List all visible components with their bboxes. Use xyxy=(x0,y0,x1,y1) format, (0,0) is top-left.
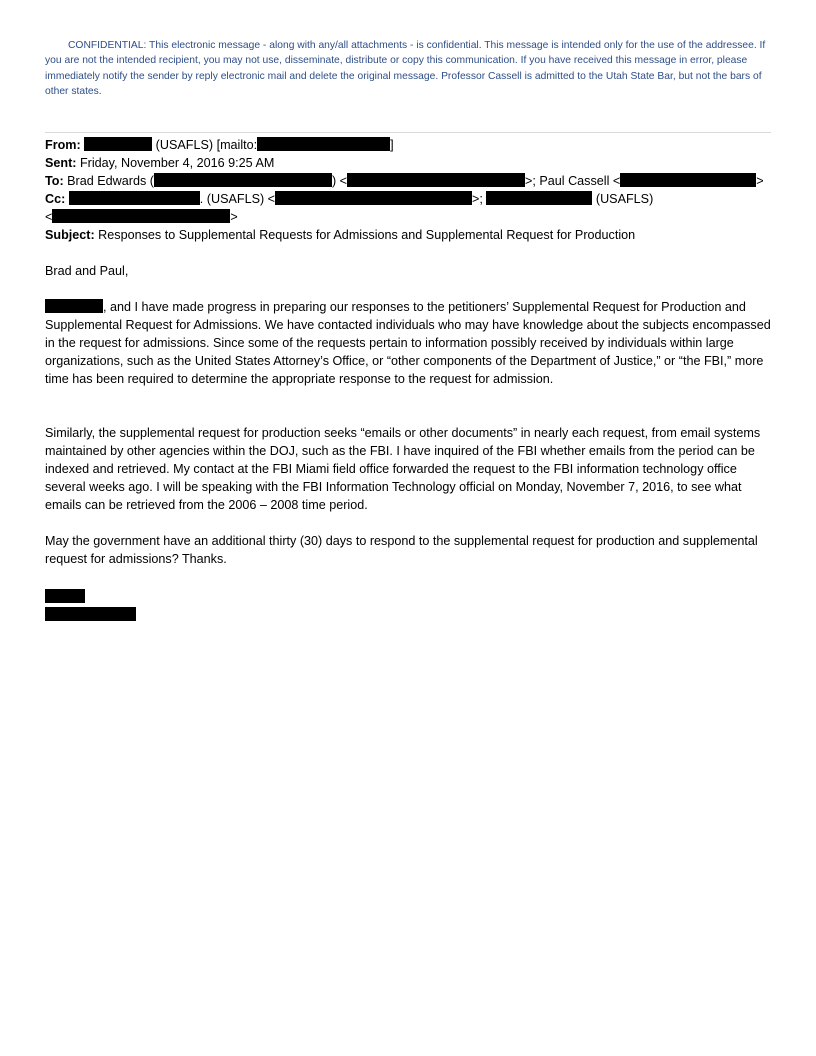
cc-line-2 xyxy=(45,208,238,226)
from-org: (USAFLS) [mailto: xyxy=(152,138,258,152)
redaction-box xyxy=(154,173,332,187)
cc-line xyxy=(45,190,653,208)
to-line xyxy=(45,172,764,190)
paragraph-text: , and I have made progress in preparing our responses to the petitioners’ Supplemental Request for Production and Supplemental Request for Admissions. We have contacted individuals who may have knowledge about the subjects encompassed in the request for admissions. Since some of the requests pertain to information possibly received by individuals within large organizations, such as the United States Attorney’s Office, or “other components of the Department of Justice,” or “the FBI,” more time has been required to determine the appropriate response to the request for admission. xyxy=(45,300,771,386)
signature-redaction-name xyxy=(45,589,85,603)
subject-label: Subject: xyxy=(45,228,95,242)
redaction-box xyxy=(52,209,230,223)
to-label: To: xyxy=(45,174,64,188)
to-name-paul: >; Paul Cassell < xyxy=(525,174,621,188)
redaction-box xyxy=(257,137,390,151)
cc-close: > xyxy=(230,210,238,224)
redaction-box xyxy=(486,191,592,205)
subject-value: Responses to Supplemental Requests for Admissions and Supplemental Request for Production xyxy=(94,228,636,242)
body-paragraph-3: May the government have an additional thirty (30) days to respond to the supplemental request for production and supplemental request for admissions? Thanks. xyxy=(45,534,758,566)
redaction-box xyxy=(45,299,103,313)
sent-line xyxy=(45,154,274,172)
header-divider xyxy=(45,132,771,133)
cc-open: < xyxy=(45,210,53,224)
body-paragraph-1 xyxy=(45,298,775,388)
cc-org: . (USAFLS) < xyxy=(199,192,276,206)
redaction-box xyxy=(347,173,525,187)
redaction-box xyxy=(275,191,472,205)
redaction-box xyxy=(69,191,200,205)
redaction-box xyxy=(620,173,756,187)
signature-redaction-title xyxy=(45,607,136,621)
greeting: Brad and Paul, xyxy=(45,264,129,278)
body-paragraph-2: Similarly, the supplemental request for production seeks “emails or other documents” in nearly each request, from email systems maintained by other agencies within the DOJ, such as the FBI. I have inquired of the FBI whether emails from the period can be indexed and retrieved. My contact at the FBI Miami field office forwarded the request to the FBI information technology office several weeks ago. I will be speaking with the FBI Information Technology official on Monday, November 7, 2016, to see what emails can be retrieved from the 2006 – 2008 time period. xyxy=(45,426,761,512)
cc-sep: >; xyxy=(472,192,487,206)
to-bracket: ) < xyxy=(331,174,348,188)
confidentiality-notice: CONFIDENTIAL: This electronic message - along with any/all attachments - is confidential. This message is intended only for the use of the addressee. If you are not the intended recipient, you may not use, disseminate, distribute or copy this communication. If you have received this message in error, please immediately notify the sender by reply electronic mail and delete the original message. Professor Cassell is admitted to the Utah State Bar, but not the bars of other states. xyxy=(45,40,766,98)
sent-value: Friday, November 4, 2016 9:25 AM xyxy=(76,156,275,170)
to-end: > xyxy=(756,174,764,188)
subject-line xyxy=(45,226,635,244)
from-line xyxy=(45,136,394,154)
cc-org2: (USAFLS) xyxy=(592,192,654,206)
to-name-brad: Brad Edwards ( xyxy=(63,174,154,188)
from-label: From: xyxy=(45,138,81,152)
from-close: ] xyxy=(390,138,394,152)
redaction-box xyxy=(84,137,152,151)
cc-label: Cc: xyxy=(45,192,66,206)
sent-label: Sent: xyxy=(45,156,77,170)
